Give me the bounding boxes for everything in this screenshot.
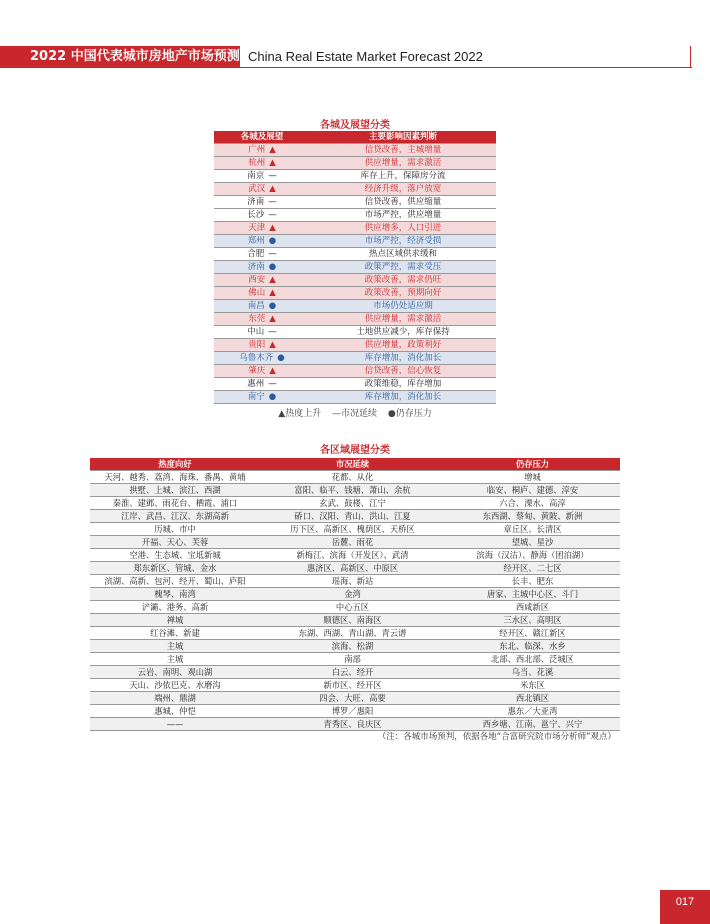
dash-icon: — — [268, 171, 277, 181]
district-row — [90, 627, 620, 640]
district-pressure: 米东区 — [520, 680, 545, 690]
district-hot: 天山、沙依巴克、水磨沟 — [129, 680, 221, 690]
city-name — [214, 339, 310, 352]
city-row — [214, 378, 496, 391]
city-reason: 市场严控，经济受损 — [364, 236, 442, 246]
district-row — [90, 523, 620, 536]
district-pressure: 经开区、二七区 — [445, 562, 620, 575]
city-row — [214, 144, 496, 157]
city-reason: 库存增加，消化加长 — [364, 353, 442, 363]
city-name — [214, 183, 310, 196]
district-pressure: 章丘区、长清区 — [503, 524, 562, 534]
district-hot: 禅城 — [90, 614, 260, 627]
district-pressure: 六合、溧水、高淳 — [499, 498, 566, 508]
city-table-header-reason: 主要影响因素判断 — [310, 131, 496, 144]
district-row — [90, 705, 620, 718]
dash-icon: — — [268, 249, 277, 259]
city-table-title: 各城及展望分类 — [320, 120, 390, 131]
district-hot: 红谷滩、新建 — [150, 628, 200, 638]
district-steady: 新市区、经开区 — [323, 680, 382, 690]
city-label: 长沙 — [247, 210, 265, 220]
district-pressure: 经开区、赣江新区 — [499, 628, 566, 638]
city-reason: 市场严控，供应增量 — [364, 210, 442, 220]
city-row — [214, 196, 496, 209]
up-triangle-icon: ▲ — [269, 314, 276, 324]
city-name — [214, 352, 310, 365]
city-row — [214, 183, 496, 196]
district-hot: 拱墅、上城、滨江、西湖 — [90, 484, 260, 497]
district-row — [90, 497, 620, 510]
header-end-mark — [690, 46, 691, 68]
up-triangle-icon: ▲ — [269, 145, 276, 155]
city-name — [214, 300, 310, 313]
city-name — [214, 378, 310, 391]
city-forecast-table — [214, 131, 496, 404]
footnote: （注：各城市场预判，依据各地“合富研究院市场分析师”观点） — [377, 732, 616, 742]
district-hot: 惠城、仲恺 — [154, 706, 196, 716]
district-table-title: 各区域展望分类 — [320, 445, 390, 456]
district-steady: 博罗／惠阳 — [331, 706, 374, 716]
legend-flat: —市况延续 — [332, 409, 378, 419]
legend-up: ▲热度上升 — [278, 409, 322, 419]
city-row — [214, 209, 496, 222]
dash-icon: — — [268, 379, 277, 389]
city-name — [214, 326, 310, 339]
header-cn-title: 2022 中国代表城市房地产市场预测 — [0, 46, 240, 68]
pressure-dot-icon: ● — [268, 236, 277, 246]
district-row — [90, 562, 620, 575]
city-row — [214, 352, 496, 365]
city-label: 东莞 — [248, 314, 266, 324]
city-reason: 供应增多，人口引进 — [364, 223, 442, 233]
city-row — [214, 248, 496, 261]
city-row — [214, 391, 496, 404]
district-steady: 新梅江、滨海（开发区）、武清 — [296, 550, 409, 560]
page-number: 017 — [660, 890, 710, 924]
district-pressure: 望城、星沙 — [445, 536, 620, 549]
city-reason: 市场仍处适应期 — [373, 301, 433, 311]
district-forecast-table — [90, 458, 620, 731]
city-label: 南昌 — [247, 301, 265, 311]
city-row — [214, 261, 496, 274]
city-reason: 供应增量，政策利好 — [364, 340, 442, 350]
city-name — [214, 248, 310, 261]
district-row — [90, 484, 620, 497]
city-row — [214, 222, 496, 235]
dash-icon: — — [268, 197, 277, 207]
city-name — [214, 209, 310, 222]
district-pressure: 西北镇区 — [445, 692, 620, 705]
district-row — [90, 679, 620, 692]
district-pressure: 西咸新区 — [515, 602, 550, 612]
city-label: 杭州 — [248, 158, 266, 168]
up-triangle-icon: ▲ — [269, 288, 276, 298]
district-pressure: 东北、临深、水乡 — [445, 640, 620, 653]
city-label: 西安 — [248, 275, 266, 285]
city-table-body — [214, 144, 496, 404]
district-row — [90, 536, 620, 549]
city-row — [214, 157, 496, 170]
city-row — [214, 170, 496, 183]
district-pressure: 三水区、高明区 — [445, 614, 620, 627]
district-row — [90, 575, 620, 588]
city-row — [214, 326, 496, 339]
pressure-dot-icon: ● — [268, 262, 277, 272]
district-pressure: 增城 — [524, 472, 541, 482]
district-row — [90, 640, 620, 653]
city-name — [214, 287, 310, 300]
district-hot: 主城 — [90, 640, 260, 653]
district-hot: 郑东新区、管城、金水 — [90, 562, 260, 575]
district-pressure: 长丰、肥东 — [511, 576, 554, 586]
up-triangle-icon: ▲ — [269, 340, 276, 350]
legend-press: ●仍存压力 — [387, 409, 432, 419]
city-row — [214, 274, 496, 287]
district-header-hot: 热度向好 — [90, 458, 260, 471]
city-row — [214, 287, 496, 300]
city-reason: 热点区域供求缓和 — [368, 249, 437, 259]
district-row — [90, 653, 620, 666]
city-row — [214, 313, 496, 326]
up-triangle-icon: ▲ — [269, 184, 276, 194]
city-label: 肇庆 — [248, 366, 266, 376]
district-pressure: 北部、西北部、泛城区 — [491, 654, 574, 664]
district-hot: 浐灞、港务、高新 — [141, 602, 209, 612]
city-name — [214, 235, 310, 248]
district-steady: 白云、经开 — [260, 666, 445, 679]
district-table-body — [90, 471, 620, 731]
district-steady: 惠济区、高新区、中原区 — [260, 562, 445, 575]
city-reason: 政策维稳，库存增加 — [364, 379, 442, 389]
city-reason: 政策改善，需求仍旺 — [364, 275, 442, 285]
district-pressure: 临安、桐庐、建德、淳安 — [445, 484, 620, 497]
page-header — [0, 46, 710, 68]
district-pressure: 唐家、主城中心区、斗门 — [445, 588, 620, 601]
district-steady: 南部 — [344, 654, 361, 664]
city-row — [214, 365, 496, 378]
city-name — [214, 274, 310, 287]
district-hot: 历城、市中 — [154, 524, 196, 534]
district-steady: 滨海、松湖 — [260, 640, 445, 653]
district-header-pressure: 仍存压力 — [445, 458, 620, 471]
district-steady: 东湖、西湖、青山湖、青云谱 — [298, 628, 407, 638]
dash-icon: — — [268, 210, 277, 220]
city-label: 南宁 — [247, 392, 265, 402]
city-label: 天津 — [248, 223, 266, 233]
district-row — [90, 666, 620, 679]
district-hot: 端州、鼎湖 — [90, 692, 260, 705]
city-name — [214, 365, 310, 378]
city-reason: 供应增量，需求激活 — [364, 158, 442, 168]
district-hot: 江岸、武昌、江汉、东湖高新 — [90, 510, 260, 523]
city-row — [214, 235, 496, 248]
district-row — [90, 588, 620, 601]
city-row — [214, 339, 496, 352]
city-name — [214, 261, 310, 274]
district-steady: 青秀区、良庆区 — [260, 718, 445, 731]
district-row — [90, 601, 620, 614]
district-row — [90, 471, 620, 484]
district-steady: 金湾 — [260, 588, 445, 601]
city-label: 惠州 — [247, 379, 265, 389]
pressure-dot-icon: ● — [268, 301, 277, 311]
district-row — [90, 549, 620, 562]
district-hot: 槐琴、南湾 — [90, 588, 260, 601]
city-name — [214, 196, 310, 209]
district-pressure: 乌当、花溪 — [445, 666, 620, 679]
district-steady: 历下区、高新区、槐荫区、天桥区 — [290, 524, 415, 534]
city-label: 中山 — [247, 327, 265, 337]
district-hot: 滨湖、高新、包河、经开、蜀山、庐阳 — [104, 576, 246, 586]
legend — [214, 406, 496, 419]
district-pressure: 西乡塘、江南、邕宁、兴宁 — [445, 718, 620, 731]
city-label: 武汉 — [248, 184, 266, 194]
city-name — [214, 170, 310, 183]
city-label: 乌鲁木齐 — [239, 353, 274, 363]
city-label: 佛山 — [248, 288, 266, 298]
city-name — [214, 222, 310, 235]
city-label: 济南 — [247, 197, 265, 207]
district-hot: —— — [90, 718, 260, 731]
up-triangle-icon: ▲ — [269, 366, 276, 376]
district-steady: 瑶海、新站 — [331, 576, 374, 586]
city-reason: 信贷改善，供应缩量 — [364, 197, 442, 207]
city-label: 济南 — [247, 262, 265, 272]
district-row — [90, 718, 620, 731]
district-steady: 玄武、鼓楼、江宁 — [319, 498, 386, 508]
district-steady: 岳麓、雨花 — [260, 536, 445, 549]
district-row — [90, 614, 620, 627]
city-row — [214, 300, 496, 313]
district-steady: 中心五区 — [335, 602, 370, 612]
district-row — [90, 510, 620, 523]
up-triangle-icon: ▲ — [269, 158, 276, 168]
district-steady: 顺德区、南海区 — [260, 614, 445, 627]
city-label: 广州 — [248, 145, 266, 155]
header-en-title: China Real Estate Market Forecast 2022 — [248, 49, 483, 64]
district-pressure: 滨海（汉沽）、静海（团泊湖） — [476, 550, 589, 560]
city-reason: 库存上升，保障房分流 — [360, 171, 446, 181]
city-name — [214, 157, 310, 170]
city-reason: 库存增加，消化加长 — [364, 392, 442, 402]
district-steady: 富阳、临平、钱塘、萧山、余杭 — [260, 484, 445, 497]
district-pressure: 惠东／大亚湾 — [507, 706, 558, 716]
city-reason: 土地供应减少，库存保持 — [356, 327, 450, 337]
city-name — [214, 144, 310, 157]
district-hot: 天河、越秀、荔湾、海珠、番禺、黄埔 — [104, 472, 246, 482]
city-name — [214, 391, 310, 404]
pressure-dot-icon: ● — [268, 392, 277, 402]
up-triangle-icon: ▲ — [269, 223, 276, 233]
city-reason: 信贷改善，主城增量 — [364, 145, 442, 155]
city-label: 合肥 — [247, 249, 265, 259]
city-reason: 政策改善，预期向好 — [364, 288, 442, 298]
dash-icon: — — [268, 327, 277, 337]
city-table-header-city: 各城及展望 — [214, 131, 310, 144]
header-divider — [240, 67, 692, 68]
city-reason: 供应增量，需求激活 — [364, 314, 442, 324]
district-steady: 四会、大旺、高要 — [260, 692, 445, 705]
city-label: 郑州 — [247, 236, 265, 246]
district-hot: 秦淮、建邺、雨花台、栖霞、浦口 — [112, 498, 238, 508]
district-pressure: 东西湖、蔡甸、黄陂、新洲 — [445, 510, 620, 523]
district-hot: 空港、生态城、宝坻新城 — [129, 550, 221, 560]
city-reason: 信贷改善，信心恢复 — [364, 366, 442, 376]
city-reason: 经济升级，落户放宽 — [364, 184, 442, 194]
district-header-steady: 市况延续 — [260, 458, 445, 471]
district-steady: 硚口、汉阳、青山、洪山、江夏 — [260, 510, 445, 523]
city-name — [214, 313, 310, 326]
district-hot: 主城 — [166, 654, 184, 664]
up-triangle-icon: ▲ — [269, 275, 276, 285]
city-label: 南京 — [247, 171, 265, 181]
district-hot: 云岩、南明、观山湖 — [90, 666, 260, 679]
district-hot: 开福、天心、芙蓉 — [90, 536, 260, 549]
pressure-dot-icon: ● — [277, 353, 285, 363]
city-label: 贵阳 — [248, 340, 266, 350]
district-steady: 花都、从化 — [331, 472, 374, 482]
district-row — [90, 692, 620, 705]
city-reason: 政策严控，需求受压 — [364, 262, 442, 272]
